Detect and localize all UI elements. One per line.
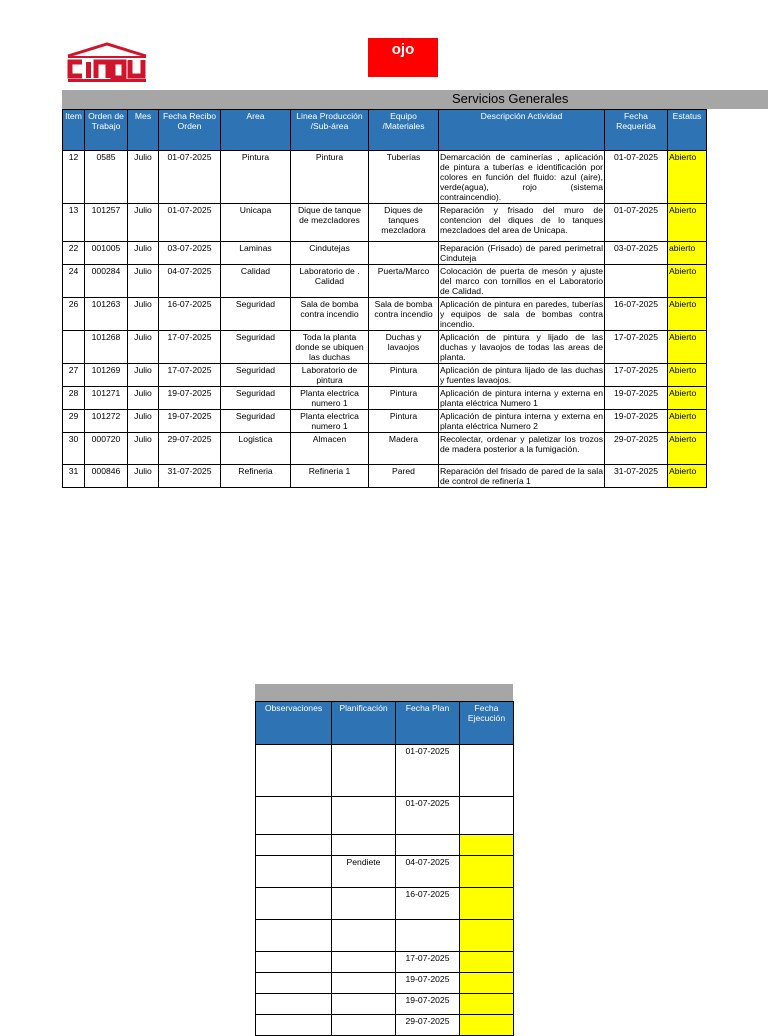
- cell-area: Seguridad: [221, 298, 291, 331]
- cell-descripcion: Aplicación de pintura en paredes, tuberías y equipos de sala de bombas contra incendio.: [440, 299, 603, 329]
- cell-fecha-ejecucion: [460, 745, 514, 797]
- cell-descripcion: Reparación (Frisado) de pared perimetral Cinduteja: [440, 243, 603, 263]
- cell-orden: 101268: [85, 331, 128, 364]
- cell-planificacion: [332, 745, 396, 797]
- cell-estatus: Abierto: [668, 331, 707, 364]
- cell-equipo: Pintura: [369, 387, 439, 410]
- cell-fecha-plan: 01-07-2025: [396, 745, 460, 797]
- cell-fecha-requerida: 19-07-2025: [605, 410, 668, 433]
- table-header-row: [63, 110, 707, 151]
- table-row: [63, 204, 707, 242]
- cell-equipo: Sala de bomba contra incendio: [369, 298, 439, 331]
- cell-observaciones: [256, 994, 332, 1015]
- cell-descripcion: Aplicación de pintura y lijado de las duchas y lavaojos de todas las areas de planta.: [440, 332, 603, 362]
- cell-descripcion: Colocación de puerta de mesón y ajuste del marco con tornillos en el Laboratorio de Calidad.: [440, 266, 603, 296]
- cell-estatus: Abierto: [668, 364, 707, 387]
- cell-planificacion: [332, 920, 396, 952]
- obs-row: [256, 745, 514, 797]
- header-item: Item: [63, 110, 85, 151]
- cell-fecha-requerida: 19-07-2025: [605, 387, 668, 410]
- cell-linea: Toda la planta donde se ubiquen las duchas: [291, 331, 369, 364]
- cell-equipo: [369, 242, 439, 265]
- cell-observaciones: [256, 952, 332, 973]
- header-fecha-plan: Fecha Plan: [396, 702, 460, 745]
- cell-orden: 001005: [85, 242, 128, 265]
- cell-orden: 101269: [85, 364, 128, 387]
- header-equipo: Equipo /Materiales: [369, 110, 439, 151]
- obs-row: [256, 973, 514, 994]
- cell-linea: Dique de tanque de mezcladores: [291, 204, 369, 242]
- cell-orden: 0585: [85, 151, 128, 204]
- cell-fecha-requerida: 17-07-2025: [605, 364, 668, 387]
- obs-row: [256, 920, 514, 952]
- cell-orden: 101263: [85, 298, 128, 331]
- cell-estatus: Abierto: [668, 151, 707, 204]
- cell-fecha-plan: 19-07-2025: [396, 994, 460, 1015]
- cell-fecha-ejecucion: [460, 952, 514, 973]
- cell-planificacion: [332, 952, 396, 973]
- cell-estatus: Abierto: [668, 433, 707, 465]
- observations-table: [255, 701, 514, 1036]
- cell-equipo: Pintura: [369, 410, 439, 433]
- cell-linea: Planta electrica numero 1: [291, 387, 369, 410]
- cell-fecha-recibo: 16-07-2025: [159, 298, 221, 331]
- cell-area: Seguridad: [221, 331, 291, 364]
- table-row: [63, 364, 707, 387]
- cell-orden: 000846: [85, 465, 128, 488]
- cell-linea: Planta electrica numero 1: [291, 410, 369, 433]
- cell-equipo: Duchas y lavaojos: [369, 331, 439, 364]
- cell-fecha-recibo: 19-07-2025: [159, 387, 221, 410]
- cell-fecha-ejecucion: [460, 920, 514, 952]
- header-observaciones: Observaciones: [256, 702, 332, 745]
- cell-linea: Almacen: [291, 433, 369, 465]
- cell-fecha-requerida: 29-07-2025: [605, 433, 668, 465]
- obs-row: [256, 994, 514, 1015]
- ojo-badge: ojo: [368, 38, 438, 77]
- cell-fecha-ejecucion: [460, 856, 514, 888]
- cell-mes: Julio: [128, 151, 159, 204]
- cell-planificacion: [332, 835, 396, 856]
- cell-estatus: abierto: [668, 242, 707, 265]
- cell-observaciones: [256, 1015, 332, 1036]
- header-fecha-ejecucion: Fecha Ejecución: [460, 702, 514, 745]
- cell-fecha-requerida: 17-07-2025: [605, 331, 668, 364]
- cell-planificacion: [332, 973, 396, 994]
- table-row: [63, 298, 707, 331]
- cell-orden: 101271: [85, 387, 128, 410]
- cell-fecha-requerida: 01-07-2025: [605, 151, 668, 204]
- header-planificacion: Planificación: [332, 702, 396, 745]
- cell-descripcion: Aplicación de pintura lijado de las duchas y fuentes lavaojos.: [440, 365, 603, 385]
- table-row: [63, 387, 707, 410]
- observations-title-bar: [255, 684, 513, 702]
- cell-mes: Julio: [128, 265, 159, 298]
- header-estatus: Estatus: [668, 110, 707, 151]
- obs-row: [256, 797, 514, 835]
- obs-header-row: [256, 702, 514, 745]
- cell-equipo: Madera: [369, 433, 439, 465]
- cell-area: Unicapa: [221, 204, 291, 242]
- cell-fecha-recibo: 17-07-2025: [159, 364, 221, 387]
- cell-observaciones: [256, 888, 332, 920]
- cell-fecha-recibo: 03-07-2025: [159, 242, 221, 265]
- header-orden: Orden de Trabajo: [85, 110, 128, 151]
- cell-fecha-plan: [396, 920, 460, 952]
- cell-fecha-ejecucion: [460, 973, 514, 994]
- cell-area: Seguridad: [221, 364, 291, 387]
- cell-fecha-requerida: 16-07-2025: [605, 298, 668, 331]
- cell-equipo: Diques de tanques mezcladora: [369, 204, 439, 242]
- cell-mes: Julio: [128, 364, 159, 387]
- cell-fecha-ejecucion: [460, 994, 514, 1015]
- cell-descripcion: Aplicación de pintura interna y externa en planta eléctrica Numero 2: [440, 411, 603, 431]
- cell-fecha-plan: [396, 835, 460, 856]
- cell-fecha-requerida: 31-07-2025: [605, 465, 668, 488]
- cell-equipo: Tuberías: [369, 151, 439, 204]
- cell-planificacion: [332, 888, 396, 920]
- cell-fecha-ejecucion: [460, 797, 514, 835]
- cell-mes: Julio: [128, 298, 159, 331]
- table-row: [63, 265, 707, 298]
- obs-row: [256, 952, 514, 973]
- obs-row: [256, 888, 514, 920]
- table-row: [63, 433, 707, 465]
- cell-item: 12: [63, 151, 85, 204]
- obs-row: [256, 835, 514, 856]
- cell-fecha-plan: 04-07-2025: [396, 856, 460, 888]
- cell-observaciones: [256, 973, 332, 994]
- cell-item: [63, 331, 85, 364]
- cell-fecha-requerida: 03-07-2025: [605, 242, 668, 265]
- header-descripcion: Descripción Actividad: [439, 110, 605, 151]
- cell-fecha-recibo: 04-07-2025: [159, 265, 221, 298]
- header-fecha-recibo: Fecha Recibo Orden: [159, 110, 221, 151]
- cell-equipo: Pintura: [369, 364, 439, 387]
- cell-descripcion: Aplicación de pintura interna y externa en planta eléctrica Numero 1: [440, 388, 603, 408]
- cell-observaciones: [256, 797, 332, 835]
- cell-area: Refineria: [221, 465, 291, 488]
- cell-orden: 000284: [85, 265, 128, 298]
- cell-mes: Julio: [128, 410, 159, 433]
- cell-mes: Julio: [128, 242, 159, 265]
- cell-item: 30: [63, 433, 85, 465]
- cell-descripcion: Demarcación de caminerías , aplicación de pintura a tuberías e identificación por colores en función del fluido: azul (aire), verde(agua), rojo (sistema contraincendio).: [440, 152, 603, 202]
- section-title-bar: [62, 90, 768, 109]
- cell-fecha-recibo: 31-07-2025: [159, 465, 221, 488]
- cell-fecha-requerida: [605, 265, 668, 298]
- table-row: [63, 242, 707, 265]
- cell-item: 29: [63, 410, 85, 433]
- cell-linea: Laboratorio de . Calidad: [291, 265, 369, 298]
- cell-fecha-plan: 16-07-2025: [396, 888, 460, 920]
- cell-item: 31: [63, 465, 85, 488]
- cell-observaciones: [256, 835, 332, 856]
- section-title: Servicios Generales: [452, 91, 569, 106]
- cell-area: Seguridad: [221, 387, 291, 410]
- cell-fecha-plan: 29-07-2025: [396, 1015, 460, 1036]
- cell-observaciones: [256, 856, 332, 888]
- cell-item: 27: [63, 364, 85, 387]
- cell-estatus: Abierto: [668, 410, 707, 433]
- table-row: [63, 331, 707, 364]
- cell-linea: Cindutejas: [291, 242, 369, 265]
- cell-planificacion: [332, 994, 396, 1015]
- cell-orden: 101257: [85, 204, 128, 242]
- cell-equipo: Pared: [369, 465, 439, 488]
- cell-orden: 000720: [85, 433, 128, 465]
- cell-descripcion: Recolectar, ordenar y paletizar los trozos de madera posterior a la fumigación.: [439, 433, 605, 465]
- cell-linea: Laboratorio de pintura: [291, 364, 369, 387]
- header-linea: Linea Producción /Sub-área: [291, 110, 369, 151]
- cell-mes: Julio: [128, 433, 159, 465]
- cell-fecha-plan: 17-07-2025: [396, 952, 460, 973]
- cell-descripcion: Reparación del frisado de pared de la sala de control de refinería 1: [440, 466, 603, 486]
- cell-item: 13: [63, 204, 85, 242]
- table-row: [63, 151, 707, 204]
- cell-fecha-ejecucion: [460, 835, 514, 856]
- cell-observaciones: [256, 745, 332, 797]
- cell-area: Pintura: [221, 151, 291, 204]
- cell-estatus: Abierto: [668, 204, 707, 242]
- cell-area: Logistica: [221, 433, 291, 465]
- cell-item: 22: [63, 242, 85, 265]
- cell-fecha-recibo: 19-07-2025: [159, 410, 221, 433]
- cell-orden: 101272: [85, 410, 128, 433]
- cell-fecha-recibo: 01-07-2025: [159, 204, 221, 242]
- cell-fecha-recibo: 17-07-2025: [159, 331, 221, 364]
- cell-item: 26: [63, 298, 85, 331]
- cell-equipo: Puerta/Marco: [369, 265, 439, 298]
- cell-area: Laminas: [221, 242, 291, 265]
- cell-mes: Julio: [128, 387, 159, 410]
- cell-mes: Julio: [128, 331, 159, 364]
- obs-row: [256, 856, 514, 888]
- header-fecha-requerida: Fecha Requerida: [605, 110, 668, 151]
- cell-estatus: Abierto: [668, 387, 707, 410]
- cell-fecha-plan: 19-07-2025: [396, 973, 460, 994]
- cell-area: Calidad: [221, 265, 291, 298]
- cell-planificacion: [332, 797, 396, 835]
- cell-area: Seguridad: [221, 410, 291, 433]
- cell-linea: Pintura: [291, 151, 369, 204]
- cell-mes: Julio: [128, 204, 159, 242]
- cell-observaciones: [256, 920, 332, 952]
- cell-linea: Sala de bomba contra incendio: [291, 298, 369, 331]
- cell-estatus: Abierto: [668, 298, 707, 331]
- header-mes: Mes: [128, 110, 159, 151]
- table-row: [63, 465, 707, 488]
- cell-fecha-recibo: 29-07-2025: [159, 433, 221, 465]
- cell-estatus: Abierto: [668, 465, 707, 488]
- work-orders-table: [62, 109, 707, 488]
- cell-item: 24: [63, 265, 85, 298]
- cell-fecha-plan: 01-07-2025: [396, 797, 460, 835]
- cell-planificacion: [332, 1015, 396, 1036]
- cell-fecha-requerida: 01-07-2025: [605, 204, 668, 242]
- cindu-logo: [66, 42, 148, 82]
- cell-item: 28: [63, 387, 85, 410]
- obs-row: [256, 1015, 514, 1036]
- cell-planificacion: Pendiete: [332, 856, 396, 888]
- cell-descripcion: Reparación y frisado del muro de contencion del diques de lo tanques mezcladoes del area de Unicapa.: [439, 204, 605, 242]
- header-area: Area: [221, 110, 291, 151]
- cell-estatus: Abierto: [668, 265, 707, 298]
- cell-fecha-ejecucion: [460, 888, 514, 920]
- cell-fecha-ejecucion: [460, 1015, 514, 1036]
- cell-fecha-recibo: 01-07-2025: [159, 151, 221, 204]
- table-row: [63, 410, 707, 433]
- cell-mes: Julio: [128, 465, 159, 488]
- cell-linea: Refineria 1: [291, 465, 369, 488]
